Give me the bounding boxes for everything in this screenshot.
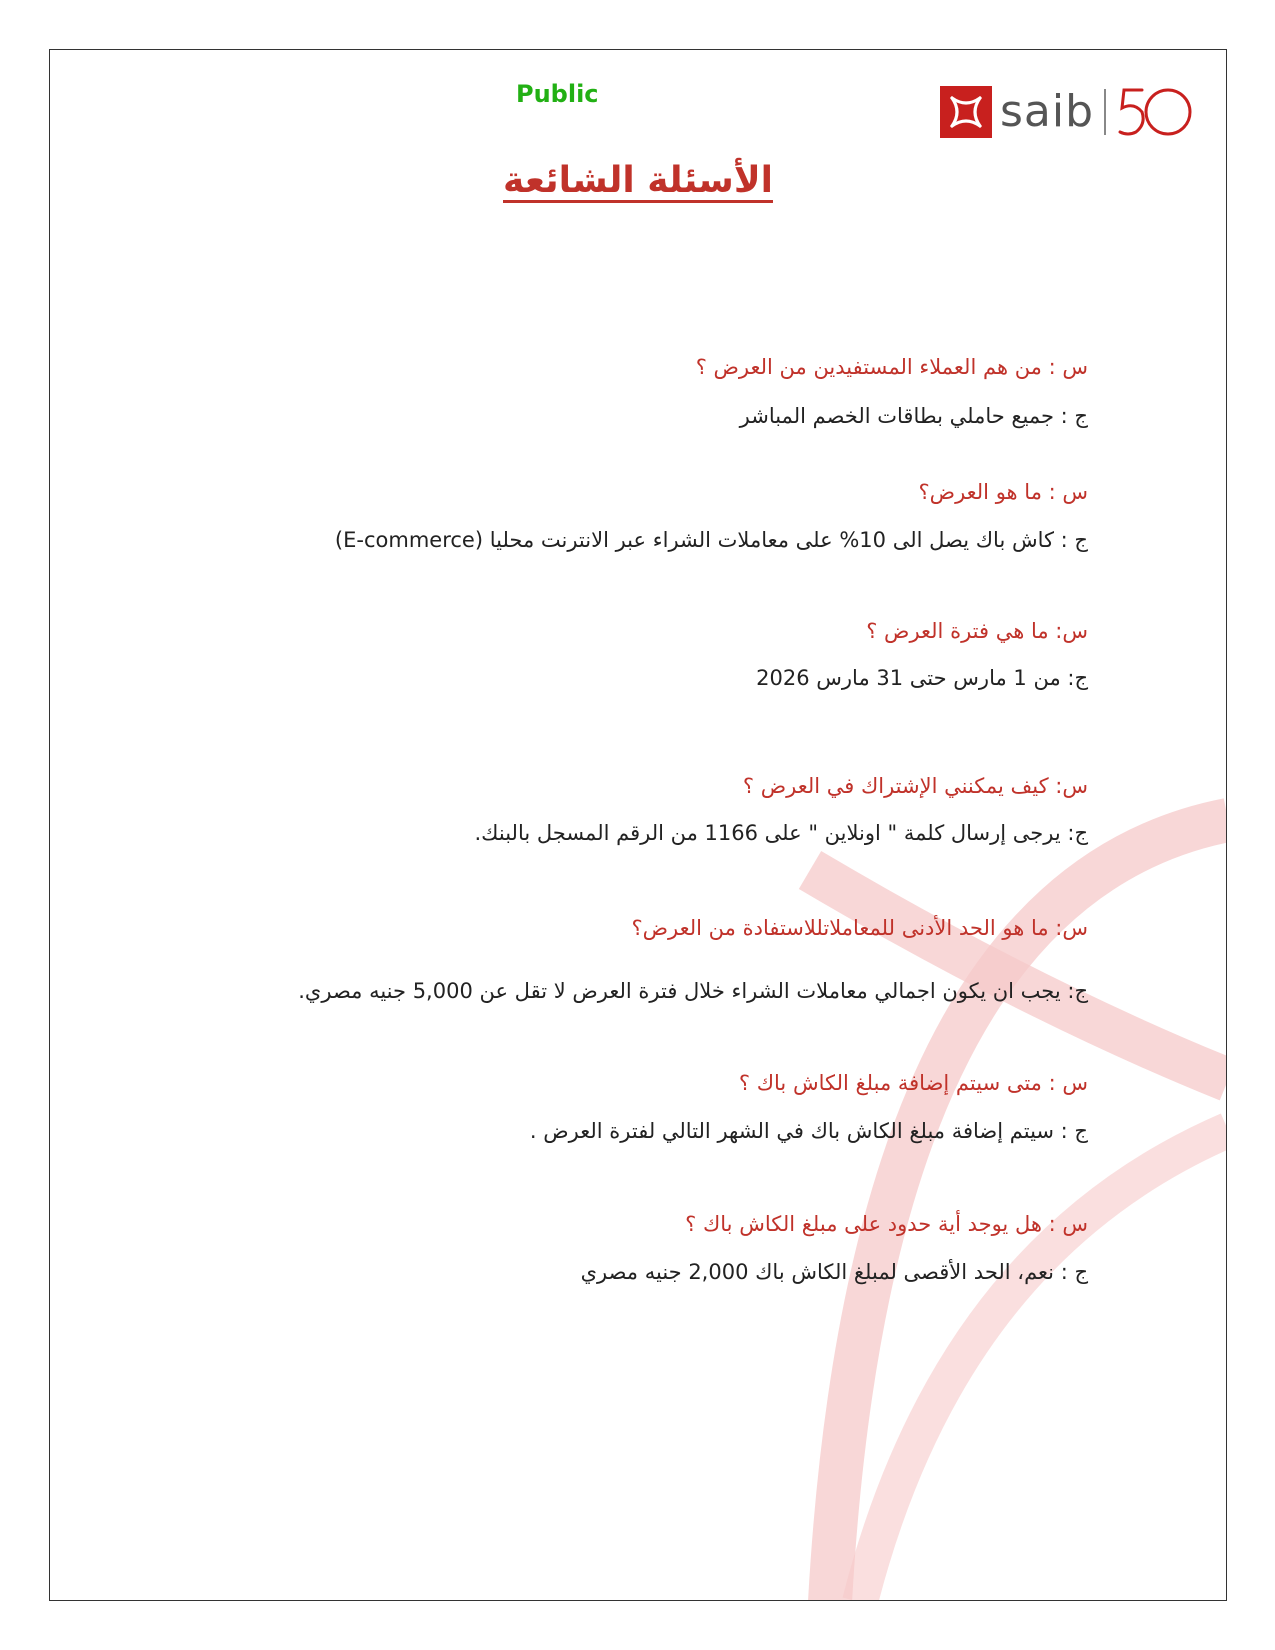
saib-logo xyxy=(940,84,1198,140)
faq-question-4: س: كيف يمكنني الإشتراك في العرض ؟ xyxy=(742,774,1088,798)
faq-question-6: س : متى سيتم إضافة مبلغ الكاش باك ؟ xyxy=(738,1071,1088,1095)
faq-answer-5: ج: يجب ان يكون اجمالي معاملات الشراء خلال فترة العرض لا تقل عن 5,000 جنيه مصري. xyxy=(298,979,1088,1003)
page-title: الأسئلة الشائعة xyxy=(503,160,773,201)
faq-answer-3: ج: من 1 مارس حتى 31 مارس 2026 xyxy=(756,666,1088,690)
classification-label: Public xyxy=(516,80,599,108)
faq-answer-7: ج : نعم، الحد الأقصى لمبلغ الكاش باك 2,000 جنيه مصري xyxy=(580,1260,1088,1284)
faq-question-3: س: ما هي فترة العرض ؟ xyxy=(866,619,1088,643)
saib-flower-icon xyxy=(940,86,992,138)
faq-question-1: س : من هم العملاء المستفيدين من العرض ؟ xyxy=(695,355,1088,379)
faq-question-5: س: ما هو الحد الأدنى للمعاملاتللاستفادة من العرض؟ xyxy=(631,916,1088,940)
faq-answer-4: ج: يرجى إرسال كلمة " اونلاين " على 1166 من الرقم المسجل بالبنك. xyxy=(474,821,1088,845)
anniversary-50-icon xyxy=(1116,84,1198,140)
faq-question-7: س : هل يوجد أية حدود على مبلغ الكاش باك ؟ xyxy=(685,1212,1088,1236)
faq-question-2: س : ما هو العرض؟ xyxy=(918,480,1088,504)
logo-separator xyxy=(1104,89,1106,135)
page-frame xyxy=(49,49,1227,1601)
logo-text: saib xyxy=(1000,86,1095,137)
faq-answer-2: ج : كاش باك يصل الى 10% على معاملات الشراء عبر الانترنت محليا (E-commerce) xyxy=(334,528,1088,552)
faq-answer-1: ج : جميع حاملي بطاقات الخصم المباشر xyxy=(739,404,1088,428)
faq-answer-6: ج : سيتم إضافة مبلغ الكاش باك في الشهر التالي لفترة العرض . xyxy=(529,1119,1088,1143)
